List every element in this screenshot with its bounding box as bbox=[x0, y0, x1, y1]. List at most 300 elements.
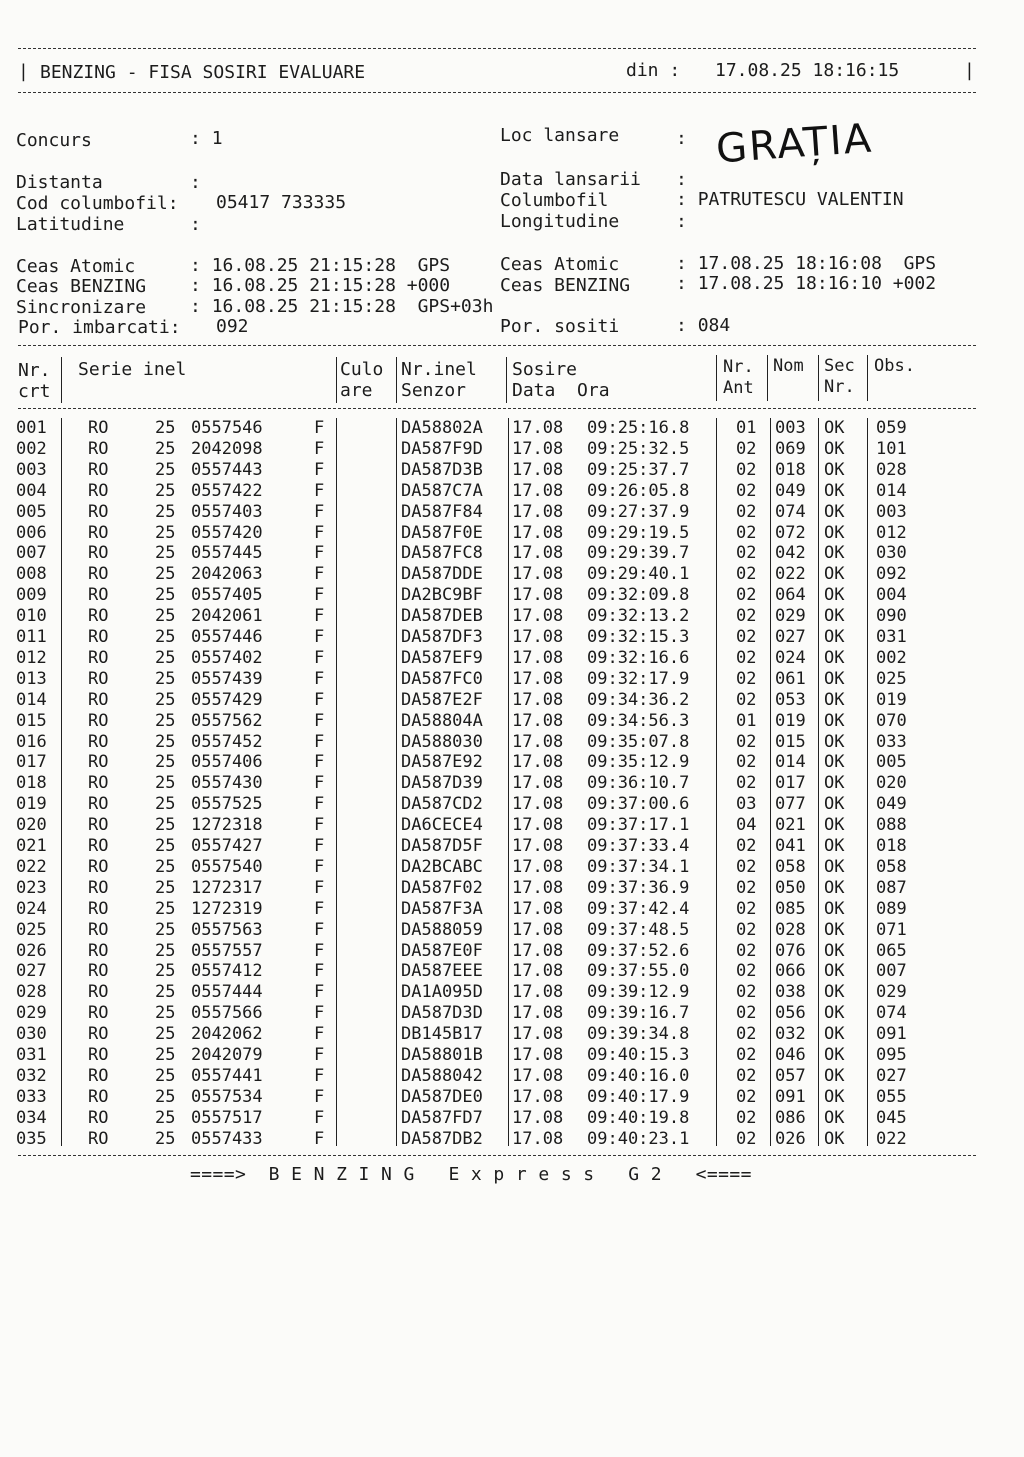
cell-nom: 015 bbox=[775, 731, 806, 752]
ceas-atomic-right-value: : 17.08.25 18:16:08 GPS bbox=[676, 253, 937, 274]
cell-obs: 031 bbox=[876, 627, 907, 647]
cell-year: 25 bbox=[155, 459, 176, 480]
cell-obs: 095 bbox=[876, 1045, 907, 1065]
por-imbarcati-label: Por. imbarcati: bbox=[18, 317, 181, 338]
cell-ring-number: 2042063 bbox=[191, 564, 263, 585]
cell-nr-crt: 005 bbox=[16, 501, 47, 522]
cell-nom: 056 bbox=[775, 1003, 806, 1024]
cell-ring-number: 0557422 bbox=[191, 480, 263, 501]
cell-sensor: DA587FC8 bbox=[401, 543, 483, 564]
header-sep-2 bbox=[336, 357, 337, 403]
cell-ring-number: 0557441 bbox=[191, 1065, 263, 1086]
cell-obs: 014 bbox=[876, 480, 907, 501]
cell-nr-crt: 033 bbox=[16, 1086, 47, 1107]
cell-obs: 028 bbox=[876, 459, 907, 480]
cell-time: 09:32:09.8 bbox=[587, 585, 690, 606]
cell-time: 09:40:19.8 bbox=[587, 1107, 690, 1128]
cell-sec: OK bbox=[824, 794, 845, 815]
cell-nr-crt: 024 bbox=[16, 898, 47, 919]
cell-time: 09:34:36.2 bbox=[587, 689, 690, 710]
cell-nr-crt: 017 bbox=[16, 752, 47, 773]
cell-nr-ant: 04 bbox=[736, 815, 757, 836]
cell-year: 25 bbox=[155, 501, 176, 522]
body-sep-5 bbox=[716, 418, 717, 1146]
cell-date: 17.08 bbox=[512, 668, 564, 689]
header-sep-7 bbox=[818, 355, 819, 401]
document-title: BENZING - FISA SOSIRI EVALUARE bbox=[40, 62, 366, 83]
cell-obs: 005 bbox=[876, 752, 907, 773]
cell-sec: OK bbox=[824, 668, 845, 689]
cell-country: RO bbox=[88, 731, 109, 752]
cell-sensor: DA587DF3 bbox=[401, 627, 483, 647]
cell-sec: OK bbox=[824, 982, 845, 1003]
cell-ring-number: 0557566 bbox=[191, 1003, 263, 1024]
cell-nom: 072 bbox=[775, 522, 806, 543]
cell-nom: 057 bbox=[775, 1065, 806, 1086]
cell-ring-number: 0557406 bbox=[191, 752, 263, 773]
cell-time: 09:32:15.3 bbox=[587, 627, 690, 647]
cell-sensor: DA587E92 bbox=[401, 752, 483, 773]
cod-columbofil-label: Cod columbofil: bbox=[16, 193, 179, 214]
cell-nom: 042 bbox=[775, 543, 806, 564]
cell-sec: OK bbox=[824, 606, 845, 627]
cell-nr-crt: 002 bbox=[16, 438, 47, 459]
cell-sex: F bbox=[314, 501, 325, 522]
cell-sex: F bbox=[314, 438, 325, 459]
cell-obs: 059 bbox=[876, 418, 907, 438]
cell-nom: 029 bbox=[775, 606, 806, 627]
cell-nom: 086 bbox=[775, 1107, 806, 1128]
cell-obs: 027 bbox=[876, 1065, 907, 1086]
cell-country: RO bbox=[88, 773, 109, 794]
cell-sex: F bbox=[314, 961, 325, 982]
cell-sec: OK bbox=[824, 1086, 845, 1107]
cell-year: 25 bbox=[155, 564, 176, 585]
columbofil-value: : PATRUTESCU VALENTIN bbox=[676, 189, 904, 210]
cell-sex: F bbox=[314, 794, 325, 815]
cell-nr-ant: 02 bbox=[736, 982, 757, 1003]
cell-nr-crt: 013 bbox=[16, 668, 47, 689]
cell-time: 09:39:16.7 bbox=[587, 1003, 690, 1024]
cell-obs: 090 bbox=[876, 606, 907, 627]
cell-year: 25 bbox=[155, 418, 176, 438]
cell-nr-crt: 031 bbox=[16, 1045, 47, 1065]
cell-year: 25 bbox=[155, 1045, 176, 1065]
col-sec-header-2: Nr. bbox=[824, 377, 855, 397]
cell-ring-number: 0557433 bbox=[191, 1128, 263, 1149]
cell-date: 17.08 bbox=[512, 564, 564, 585]
cell-ring-number: 2042062 bbox=[191, 1024, 263, 1045]
cell-country: RO bbox=[88, 501, 109, 522]
cell-nr-ant: 03 bbox=[736, 794, 757, 815]
cell-sensor: DA587FD7 bbox=[401, 1107, 483, 1128]
cell-sec: OK bbox=[824, 1128, 845, 1149]
cell-obs: 030 bbox=[876, 543, 907, 564]
cell-obs: 101 bbox=[876, 438, 907, 459]
cell-country: RO bbox=[88, 961, 109, 982]
cell-time: 09:37:33.4 bbox=[587, 836, 690, 856]
cell-date: 17.08 bbox=[512, 731, 564, 752]
cell-nom: 019 bbox=[775, 710, 806, 731]
cell-nom: 053 bbox=[775, 689, 806, 710]
cell-sec: OK bbox=[824, 1065, 845, 1086]
cell-sec: OK bbox=[824, 689, 845, 710]
body-sep-1 bbox=[61, 418, 62, 1146]
cell-nr-crt: 023 bbox=[16, 877, 47, 898]
cell-obs: 087 bbox=[876, 877, 907, 898]
cell-obs: 045 bbox=[876, 1107, 907, 1128]
cell-country: RO bbox=[88, 1045, 109, 1065]
cell-year: 25 bbox=[155, 794, 176, 815]
cell-sensor: DA587D3B bbox=[401, 459, 483, 480]
cell-nom: 091 bbox=[775, 1086, 806, 1107]
table-bottom-border bbox=[18, 1155, 976, 1156]
cell-date: 17.08 bbox=[512, 1128, 564, 1149]
cell-time: 09:25:32.5 bbox=[587, 438, 690, 459]
cell-ring-number: 0557562 bbox=[191, 710, 263, 731]
cell-date: 17.08 bbox=[512, 1024, 564, 1045]
cell-sex: F bbox=[314, 836, 325, 856]
col-nom-header: Nom bbox=[773, 356, 804, 376]
cell-sec: OK bbox=[824, 543, 845, 564]
cell-sec: OK bbox=[824, 627, 845, 647]
cell-nr-crt: 029 bbox=[16, 1003, 47, 1024]
cell-nr-ant: 01 bbox=[736, 418, 757, 438]
cell-nr-crt: 035 bbox=[16, 1128, 47, 1149]
cell-nom: 018 bbox=[775, 459, 806, 480]
cell-ring-number: 0557452 bbox=[191, 731, 263, 752]
cell-sensor: DA588042 bbox=[401, 1065, 483, 1086]
cell-time: 09:32:17.9 bbox=[587, 668, 690, 689]
cell-sex: F bbox=[314, 668, 325, 689]
top-border bbox=[18, 48, 976, 49]
col-nr-ant-header-1: Nr. bbox=[723, 357, 754, 377]
cell-nr-crt: 022 bbox=[16, 856, 47, 877]
cell-sec: OK bbox=[824, 731, 845, 752]
cell-sec: OK bbox=[824, 815, 845, 836]
cell-nr-ant: 02 bbox=[736, 438, 757, 459]
header-sep-5 bbox=[716, 355, 717, 401]
cell-sec: OK bbox=[824, 522, 845, 543]
col-senzor-header-2: Senzor bbox=[401, 380, 467, 401]
cell-sex: F bbox=[314, 647, 325, 668]
cell-country: RO bbox=[88, 710, 109, 731]
col-sosire-header-1: Sosire bbox=[512, 359, 578, 380]
cell-nr-ant: 02 bbox=[736, 606, 757, 627]
cell-date: 17.08 bbox=[512, 710, 564, 731]
cell-nr-crt: 016 bbox=[16, 731, 47, 752]
cell-sex: F bbox=[314, 1086, 325, 1107]
cell-date: 17.08 bbox=[512, 898, 564, 919]
cell-nr-ant: 02 bbox=[736, 501, 757, 522]
cell-time: 09:37:17.1 bbox=[587, 815, 690, 836]
cell-nr-crt: 006 bbox=[16, 522, 47, 543]
cell-sensor: DA2BCABC bbox=[401, 856, 483, 877]
cell-date: 17.08 bbox=[512, 982, 564, 1003]
cell-obs: 018 bbox=[876, 836, 907, 856]
cell-sex: F bbox=[314, 1128, 325, 1149]
cell-sec: OK bbox=[824, 564, 845, 585]
header-sep-8 bbox=[867, 355, 868, 401]
cell-sec: OK bbox=[824, 459, 845, 480]
cell-nom: 085 bbox=[775, 898, 806, 919]
cell-sensor: DA587D5F bbox=[401, 836, 483, 856]
cell-nom: 022 bbox=[775, 564, 806, 585]
cell-sensor: DA588059 bbox=[401, 919, 483, 940]
cell-country: RO bbox=[88, 1107, 109, 1128]
por-sositi-label: Por. sositi bbox=[500, 316, 620, 337]
body-sep-6 bbox=[770, 418, 771, 1146]
table-header-bottom-border bbox=[18, 408, 976, 409]
cell-date: 17.08 bbox=[512, 647, 564, 668]
cell-year: 25 bbox=[155, 1128, 176, 1149]
cell-sec: OK bbox=[824, 877, 845, 898]
cell-nr-ant: 02 bbox=[736, 480, 757, 501]
cell-year: 25 bbox=[155, 856, 176, 877]
sincronizare-value: : 16.08.25 21:15:28 GPS+03h bbox=[190, 296, 494, 317]
cell-nr-ant: 02 bbox=[736, 647, 757, 668]
cell-sex: F bbox=[314, 689, 325, 710]
cell-nr-ant: 02 bbox=[736, 877, 757, 898]
cell-country: RO bbox=[88, 1003, 109, 1024]
cell-nr-crt: 007 bbox=[16, 543, 47, 564]
cell-time: 09:37:48.5 bbox=[587, 919, 690, 940]
cell-nr-ant: 02 bbox=[736, 1128, 757, 1149]
cell-obs: 092 bbox=[876, 564, 907, 585]
cell-sensor: DA58804A bbox=[401, 710, 483, 731]
cell-year: 25 bbox=[155, 752, 176, 773]
cell-country: RO bbox=[88, 459, 109, 480]
distanta-label: Distanta bbox=[16, 172, 103, 193]
cell-nom: 014 bbox=[775, 752, 806, 773]
cell-country: RO bbox=[88, 982, 109, 1003]
col-senzor-header-1: Nr.inel bbox=[401, 359, 477, 380]
cell-sensor: DA58802A bbox=[401, 418, 483, 438]
cell-year: 25 bbox=[155, 522, 176, 543]
cell-sensor: DA587C7A bbox=[401, 480, 483, 501]
cell-nr-crt: 015 bbox=[16, 710, 47, 731]
cell-country: RO bbox=[88, 543, 109, 564]
por-imbarcati-value: 092 bbox=[216, 316, 249, 337]
cell-date: 17.08 bbox=[512, 940, 564, 961]
cell-date: 17.08 bbox=[512, 794, 564, 815]
cell-nr-crt: 034 bbox=[16, 1107, 47, 1128]
cell-nr-ant: 02 bbox=[736, 919, 757, 940]
cell-obs: 012 bbox=[876, 522, 907, 543]
cell-sex: F bbox=[314, 877, 325, 898]
date-label: din : bbox=[626, 60, 681, 81]
cell-sec: OK bbox=[824, 480, 845, 501]
cell-sensor: DA587F02 bbox=[401, 877, 483, 898]
col-obs-header: Obs. bbox=[874, 356, 915, 376]
cell-year: 25 bbox=[155, 689, 176, 710]
body-sep-3 bbox=[396, 418, 397, 1146]
cell-nom: 076 bbox=[775, 940, 806, 961]
cell-ring-number: 2042079 bbox=[191, 1045, 263, 1065]
cell-sec: OK bbox=[824, 836, 845, 856]
latitudine-label: Latitudine bbox=[16, 214, 125, 235]
cell-sex: F bbox=[314, 710, 325, 731]
cell-obs: 089 bbox=[876, 898, 907, 919]
cell-ring-number: 0557427 bbox=[191, 836, 263, 856]
cell-country: RO bbox=[88, 627, 109, 647]
cell-ring-number: 0557534 bbox=[191, 1086, 263, 1107]
cell-obs: 088 bbox=[876, 815, 907, 836]
cell-date: 17.08 bbox=[512, 522, 564, 543]
cell-year: 25 bbox=[155, 585, 176, 606]
cell-sex: F bbox=[314, 1045, 325, 1065]
header-sep-3 bbox=[396, 357, 397, 403]
cell-date: 17.08 bbox=[512, 773, 564, 794]
cell-time: 09:35:12.9 bbox=[587, 752, 690, 773]
cell-year: 25 bbox=[155, 647, 176, 668]
cell-ring-number: 1272318 bbox=[191, 815, 263, 836]
cell-nr-ant: 02 bbox=[736, 1086, 757, 1107]
cell-country: RO bbox=[88, 689, 109, 710]
cell-nr-ant: 02 bbox=[736, 564, 757, 585]
cell-sensor: DA1A095D bbox=[401, 982, 483, 1003]
cell-country: RO bbox=[88, 940, 109, 961]
cell-year: 25 bbox=[155, 543, 176, 564]
cell-nr-ant: 02 bbox=[736, 689, 757, 710]
cell-time: 09:37:36.9 bbox=[587, 877, 690, 898]
cell-date: 17.08 bbox=[512, 1045, 564, 1065]
cell-obs: 002 bbox=[876, 647, 907, 668]
cell-sex: F bbox=[314, 459, 325, 480]
cell-sec: OK bbox=[824, 418, 845, 438]
cell-nr-crt: 014 bbox=[16, 689, 47, 710]
cell-year: 25 bbox=[155, 961, 176, 982]
cell-time: 09:32:13.2 bbox=[587, 606, 690, 627]
cell-sex: F bbox=[314, 1065, 325, 1086]
cell-date: 17.08 bbox=[512, 543, 564, 564]
cell-nr-ant: 02 bbox=[736, 1003, 757, 1024]
cell-date: 17.08 bbox=[512, 459, 564, 480]
col-serie-header: Serie inel bbox=[78, 359, 187, 380]
cell-obs: 049 bbox=[876, 794, 907, 815]
cell-year: 25 bbox=[155, 710, 176, 731]
col-nr-crt-header-1: Nr. bbox=[18, 360, 51, 381]
cell-country: RO bbox=[88, 480, 109, 501]
cell-year: 25 bbox=[155, 836, 176, 856]
col-culoare-header-2: are bbox=[340, 380, 373, 401]
cell-year: 25 bbox=[155, 627, 176, 647]
cell-ring-number: 0557444 bbox=[191, 982, 263, 1003]
cell-nom: 027 bbox=[775, 627, 806, 647]
cell-time: 09:37:55.0 bbox=[587, 961, 690, 982]
cell-sec: OK bbox=[824, 752, 845, 773]
cell-date: 17.08 bbox=[512, 1107, 564, 1128]
ceas-atomic-left-label: Ceas Atomic bbox=[16, 256, 136, 277]
cell-sex: F bbox=[314, 731, 325, 752]
header-bottom-border bbox=[18, 92, 976, 93]
cell-nr-crt: 019 bbox=[16, 794, 47, 815]
cell-obs: 091 bbox=[876, 1024, 907, 1045]
cell-year: 25 bbox=[155, 438, 176, 459]
data-lansarii-label: Data lansarii bbox=[500, 169, 641, 190]
header-pipe-right: | bbox=[964, 60, 975, 81]
cell-sec: OK bbox=[824, 1107, 845, 1128]
cell-year: 25 bbox=[155, 877, 176, 898]
cell-nr-ant: 02 bbox=[736, 940, 757, 961]
cell-nom: 041 bbox=[775, 836, 806, 856]
cell-sec: OK bbox=[824, 710, 845, 731]
cell-obs: 004 bbox=[876, 585, 907, 606]
cell-nr-crt: 026 bbox=[16, 940, 47, 961]
cell-sec: OK bbox=[824, 1024, 845, 1045]
cell-obs: 055 bbox=[876, 1086, 907, 1107]
cell-year: 25 bbox=[155, 1065, 176, 1086]
cell-sec: OK bbox=[824, 856, 845, 877]
sincronizare-label: Sincronizare bbox=[16, 297, 147, 318]
header-pipe-left: | bbox=[18, 61, 29, 82]
cell-obs: 058 bbox=[876, 856, 907, 877]
cell-ring-number: 0557439 bbox=[191, 668, 263, 689]
cell-ring-number: 0557402 bbox=[191, 647, 263, 668]
loc-lansare-colon: : bbox=[676, 128, 687, 149]
cell-nr-ant: 02 bbox=[736, 1065, 757, 1086]
cell-sec: OK bbox=[824, 438, 845, 459]
cell-sex: F bbox=[314, 1003, 325, 1024]
body-sep-8 bbox=[867, 418, 868, 1146]
cell-time: 09:39:12.9 bbox=[587, 982, 690, 1003]
cell-nom: 074 bbox=[775, 501, 806, 522]
ceas-benzing-right-value: : 17.08.25 18:16:10 +002 bbox=[676, 273, 937, 294]
cell-nr-crt: 001 bbox=[16, 418, 47, 438]
ceas-benzing-right-label: Ceas BENZING bbox=[500, 275, 631, 296]
cell-ring-number: 0557412 bbox=[191, 961, 263, 982]
cell-sensor: DA587E2F bbox=[401, 689, 483, 710]
cell-sex: F bbox=[314, 982, 325, 1003]
longitudine-label: Longitudine bbox=[500, 211, 620, 232]
cell-nom: 050 bbox=[775, 877, 806, 898]
cell-sec: OK bbox=[824, 1045, 845, 1065]
cell-country: RO bbox=[88, 668, 109, 689]
cell-ring-number: 0557446 bbox=[191, 627, 263, 647]
cell-year: 25 bbox=[155, 1003, 176, 1024]
cell-sensor: DA587F9D bbox=[401, 438, 483, 459]
cell-sex: F bbox=[314, 564, 325, 585]
cell-country: RO bbox=[88, 877, 109, 898]
cell-nr-crt: 004 bbox=[16, 480, 47, 501]
cell-year: 25 bbox=[155, 1024, 176, 1045]
cell-obs: 022 bbox=[876, 1128, 907, 1149]
cell-date: 17.08 bbox=[512, 606, 564, 627]
cell-sec: OK bbox=[824, 919, 845, 940]
header-sep-4 bbox=[506, 357, 507, 403]
ceas-benzing-left-label: Ceas BENZING bbox=[16, 276, 147, 297]
cell-time: 09:25:37.7 bbox=[587, 459, 690, 480]
cell-sec: OK bbox=[824, 647, 845, 668]
footer-banner: ====> B E N Z I N G E x p r e s s G 2 <==== bbox=[190, 1164, 752, 1185]
cell-nr-ant: 02 bbox=[736, 752, 757, 773]
cell-obs: 065 bbox=[876, 940, 907, 961]
body-sep-2 bbox=[336, 418, 337, 1146]
col-culoare-header-1: Culo bbox=[340, 359, 384, 380]
cell-nr-crt: 012 bbox=[16, 647, 47, 668]
cell-ring-number: 0557540 bbox=[191, 856, 263, 877]
cell-nom: 046 bbox=[775, 1045, 806, 1065]
cell-sec: OK bbox=[824, 501, 845, 522]
cell-year: 25 bbox=[155, 668, 176, 689]
cell-sex: F bbox=[314, 919, 325, 940]
concurs-label: Concurs bbox=[16, 130, 92, 151]
cell-country: RO bbox=[88, 438, 109, 459]
latitudine-colon: : bbox=[190, 214, 212, 235]
cell-sex: F bbox=[314, 773, 325, 794]
cell-nom: 003 bbox=[775, 418, 806, 438]
cell-time: 09:32:16.6 bbox=[587, 647, 690, 668]
